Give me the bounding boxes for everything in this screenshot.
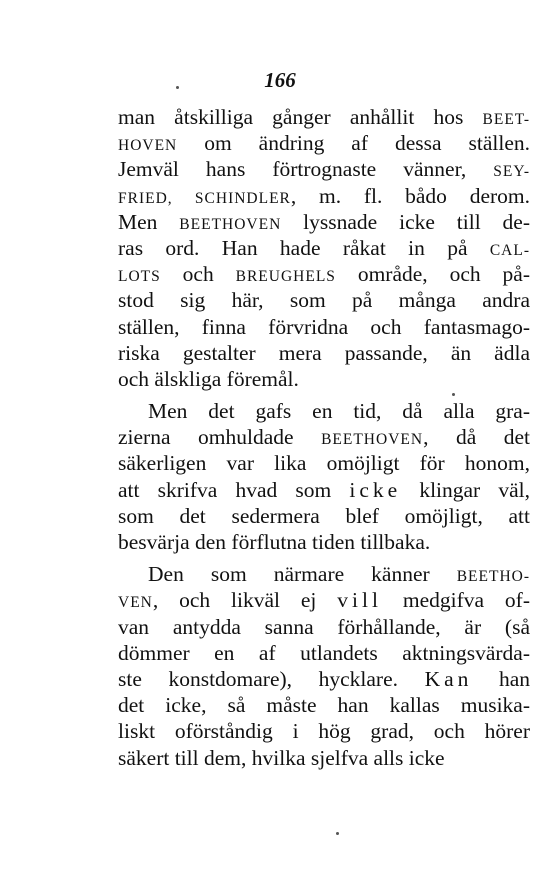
text-run: zierna omhuldade (118, 425, 322, 450)
text-line (118, 183, 530, 209)
text-line (118, 235, 530, 261)
small-caps-name: HOVEN (118, 137, 178, 155)
text-run: säkerligen var lika omöjligt för honom, (118, 451, 530, 476)
text-line (118, 745, 530, 771)
text-run: lyssnade icke till de- (281, 209, 530, 234)
text-run: Men (118, 209, 180, 234)
page-number: 166 (264, 68, 296, 92)
small-caps-name: CAL- (489, 241, 530, 259)
spaced-emphasis: icke (349, 477, 402, 502)
text-run: om ändring af dessa ställen. (177, 131, 530, 156)
text-run: klingar väl, (401, 477, 530, 502)
text-line (118, 340, 530, 366)
text-run: som det sedermera blef omöjligt, att (118, 503, 530, 528)
text-line (118, 529, 530, 555)
text-line (118, 561, 530, 587)
text-line (118, 614, 530, 640)
text-line (118, 477, 530, 503)
text-line (118, 398, 530, 424)
small-caps-name: BEETHOVEN (321, 431, 424, 449)
text-run: liskt oförståndig i hög grad, och hörer (118, 719, 530, 744)
text-run: dömmer en af utlandets aktningsvärda- (118, 640, 530, 665)
text-run: , då det (423, 425, 531, 450)
small-caps-name: LOTS (118, 268, 161, 286)
text-run: att skrifva hvad som (118, 477, 350, 502)
ink-speck (336, 832, 339, 835)
small-caps-name: BREUGHELS (235, 268, 336, 286)
text-run: Jemväl hans förtrognaste vänner, (118, 157, 494, 182)
text-run: och (160, 262, 236, 287)
text-line (118, 156, 530, 182)
text-run: område, och på- (335, 262, 530, 287)
text-run: säkert till dem, hvilka sjelfva alls icke (118, 745, 445, 770)
body-text (118, 104, 530, 771)
text-run: besvärja den förflutna tiden tillbaka. (118, 530, 431, 554)
text-run: ste konstdomare), hycklare. (118, 666, 425, 691)
text-line (118, 503, 530, 529)
text-run: stod sig här, som på många andra (118, 288, 530, 313)
text-run: , m. fl. bådo derom. (290, 183, 530, 208)
text-run: och älskliga föremål. (118, 366, 299, 391)
small-caps-name: BEETHOVEN (179, 215, 282, 233)
text-line (118, 587, 530, 613)
spaced-emphasis: vill (337, 588, 382, 613)
small-caps-name: BEET- (482, 111, 530, 128)
text-line (118, 104, 530, 130)
text-line (118, 666, 530, 692)
small-caps-name: VEN (118, 594, 153, 612)
text-line (118, 261, 530, 287)
text-run: medgifva of- (381, 588, 530, 613)
text-run: han (472, 666, 530, 691)
text-line (118, 209, 530, 235)
spaced-emphasis: Kan (424, 666, 473, 691)
text-run: ställen, finna förvridna och fantasmago- (118, 314, 530, 339)
text-run: riska gestalter mera passande, än ädla (118, 340, 530, 365)
text-line (118, 718, 530, 744)
text-run: , och likväl ej (152, 588, 338, 613)
text-line (118, 424, 530, 450)
text-line (118, 640, 530, 666)
text-run: det icke, så måste han kallas musika- (118, 693, 530, 718)
text-run: Men det gafs en tid, då alla gra- (148, 399, 530, 424)
text-line (118, 314, 530, 340)
text-line (118, 287, 530, 313)
text-line (118, 692, 530, 718)
small-caps-name: BEETHO- (456, 568, 530, 586)
text-line (118, 366, 530, 392)
text-run: Den som närmare känner (148, 562, 457, 587)
small-caps-name: SEY- (493, 163, 530, 181)
text-line (118, 130, 530, 156)
text-run: man åtskilliga gånger anhållit hos (118, 105, 483, 129)
text-run: ras ord. Han hade råkat in på (118, 235, 490, 260)
small-caps-name: FRIED, SCHINDLER (118, 189, 291, 207)
text-line (118, 450, 530, 476)
text-run: van antydda sanna förhållande, är (så (118, 614, 530, 639)
